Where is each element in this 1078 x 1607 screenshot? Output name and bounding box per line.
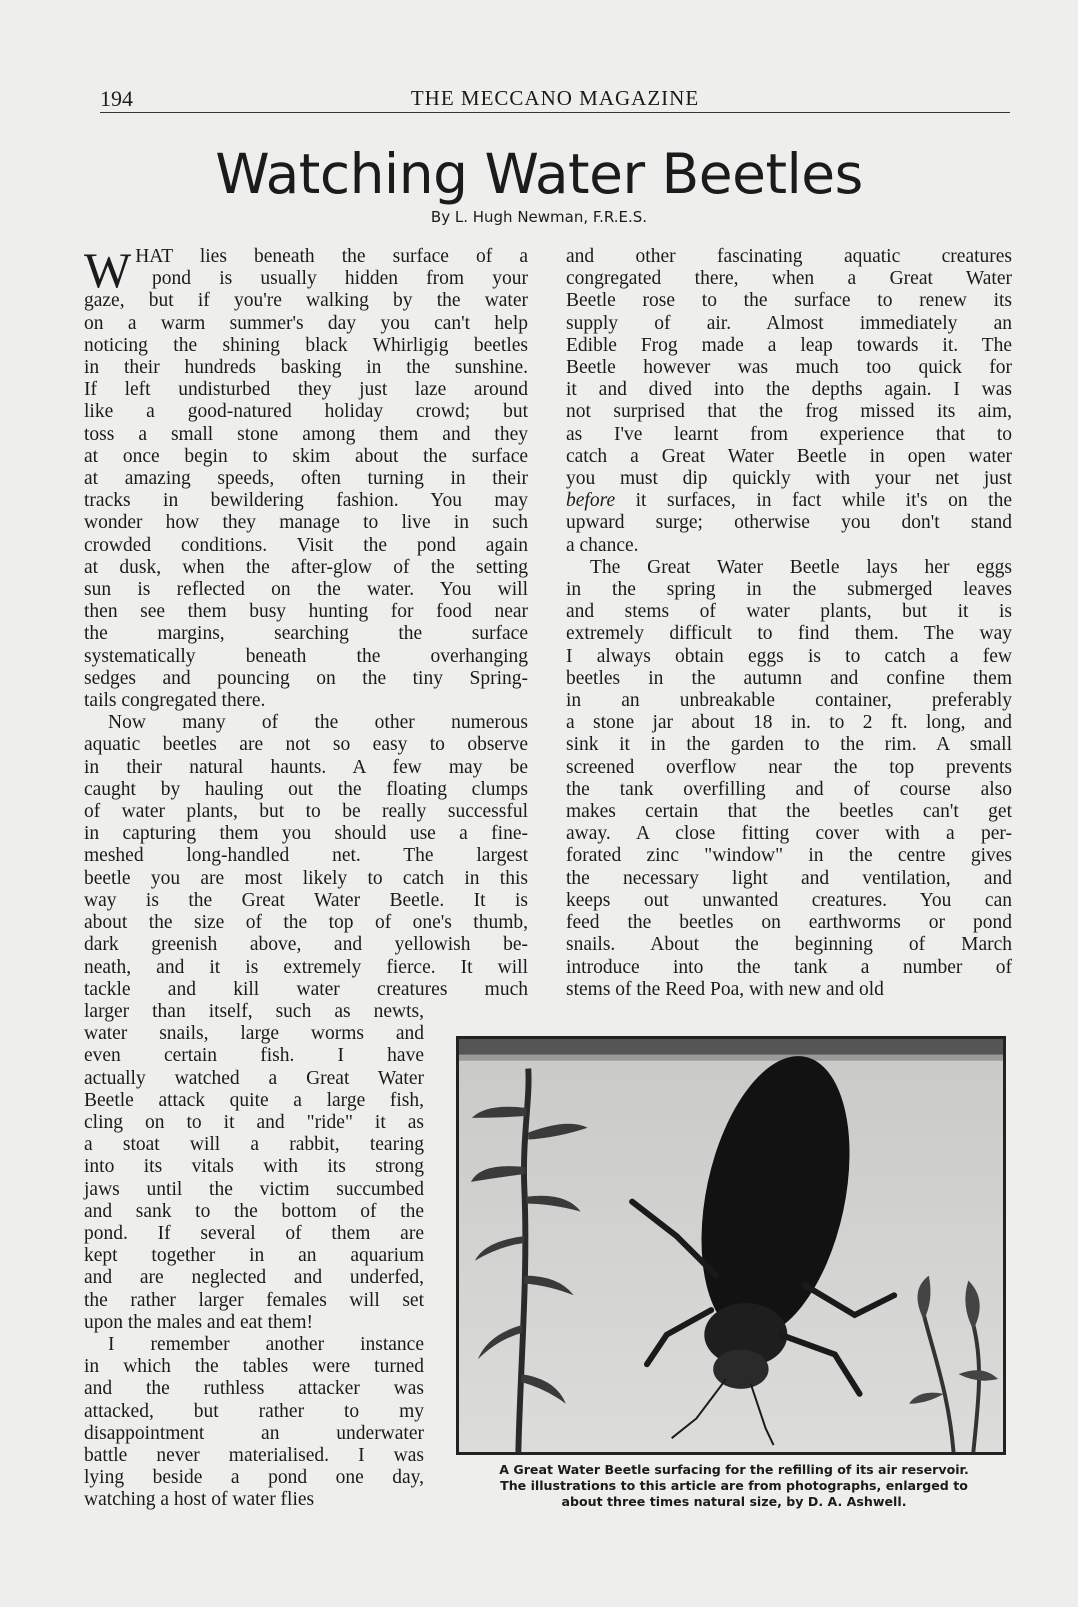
text-line: pond. If several of them are <box>84 1222 424 1244</box>
text-line: in which the tables were turned <box>84 1356 424 1378</box>
magazine-title: THE MECCANO MAGAZINE <box>410 86 700 110</box>
text-line: introduce into the tank a number of <box>566 956 1012 978</box>
text-line: then see them busy hunting for food near <box>84 601 528 623</box>
text-line: tackle and kill water creatures much <box>84 978 528 1000</box>
text-line: a chance. <box>566 534 639 556</box>
text-line: about the size of the top of one's thumb, <box>84 912 528 934</box>
text-line: and are neglected and underfed, <box>84 1267 424 1289</box>
right-column-text <box>566 246 1012 1001</box>
text-line: it and dived into the depths again. I was <box>566 379 1012 401</box>
text-line: snails. About the beginning of March <box>566 934 1012 956</box>
page-number: 194 <box>100 86 133 111</box>
text-line: toss a small stone among them and they <box>84 423 528 445</box>
text-line: pond is usually hidden from your <box>152 268 528 290</box>
right-column <box>566 246 1012 1001</box>
text-line: a stoat will a rabbit, tearing <box>84 1134 424 1156</box>
text-line: larger than itself, such as newts, <box>84 1000 424 1022</box>
text-line: the margins, searching the surface <box>84 623 528 645</box>
text-line: even certain fish. I have <box>84 1045 424 1067</box>
text-line: as I've learnt from experience that to <box>566 423 1012 445</box>
text-line: into its vitals with its strong <box>84 1156 424 1178</box>
text-line: congregated there, when a Great Water <box>566 268 1012 290</box>
text-line: stems of the Reed Poa, with new and old <box>566 978 884 1000</box>
text-line: crowded conditions. Visit the pond again <box>84 534 528 556</box>
text-line: I remember another instance <box>108 1333 424 1355</box>
text-line: in an unbreakable container, preferably <box>566 690 1012 712</box>
text-line: watching a host of water flies <box>84 1489 315 1511</box>
text-line: on a warm summer's day you can't help <box>84 312 528 334</box>
text-line: lying beside a pond one day, <box>84 1467 424 1489</box>
left-column-narrow-text <box>84 1001 424 1512</box>
text-line: a stone jar about 18 in. to 2 ft. long, and <box>566 712 1012 734</box>
text-line: keeps out unwanted creatures. You can <box>566 889 1012 911</box>
text-line: Now many of the other numerous <box>108 712 528 734</box>
beetle-illustration <box>459 1039 1003 1452</box>
text-line: systematically beneath the overhanging <box>84 645 528 667</box>
text-line: catch a Great Water Beetle in open water <box>566 445 1012 467</box>
text-line: aquatic beetles are not so easy to observe <box>84 734 528 756</box>
text-line: noticing the shining black Whirligig beetles <box>84 334 528 356</box>
text-line: cling on to it and "ride" it as <box>84 1111 424 1133</box>
text-line: sun is reflected on the water. You will <box>84 579 528 601</box>
beetle-photo <box>456 1036 1006 1455</box>
text-line: neath, and it is extremely fierce. It will <box>84 956 528 978</box>
text-line: upon the males and eat them! <box>84 1311 314 1333</box>
caption-line: about three times natural size, by D. A. Ashwell. <box>561 1494 907 1509</box>
text-line: water snails, large worms and <box>84 1023 424 1045</box>
text-line: way is the Great Water Beetle. It is <box>84 889 528 911</box>
text-line: supply of air. Almost immediately an <box>566 312 1012 334</box>
text-line: Beetle rose to the surface to renew its <box>566 290 1012 312</box>
text-line: feed the beetles on earthworms or pond <box>566 912 1012 934</box>
text-line: like a good-natured holiday crowd; but <box>84 401 528 423</box>
text-line: and sank to the bottom of the <box>84 1200 424 1222</box>
text-line: at amazing speeds, often turning in their <box>84 468 528 490</box>
text-line: caught by hauling out the floating clumps <box>84 778 528 800</box>
text-line: not surprised that the frog missed its aim, <box>566 401 1012 423</box>
text-line: and other fascinating aquatic creatures <box>566 246 1012 267</box>
text-line: HAT lies beneath the surface of a <box>135 246 528 267</box>
text-line: dark greenish above, and yellowish be- <box>84 934 528 956</box>
text-line: forated zinc "window" in the centre gives <box>566 845 1012 867</box>
text-line: away. A close fitting cover with a per- <box>566 823 1012 845</box>
text-line: the necessary light and ventilation, and <box>566 867 1012 889</box>
text-line: the rather larger females will set <box>84 1289 424 1311</box>
drop-cap: W <box>84 242 132 298</box>
text-line: in capturing them you should use a fine- <box>84 823 528 845</box>
text-line: If left undisturbed they just laze around <box>84 379 528 401</box>
text-line: extremely difficult to find them. The way <box>566 623 1012 645</box>
text-line: meshed long-handled net. The largest <box>84 845 528 867</box>
text-line: in their natural haunts. A few may be <box>84 756 528 778</box>
text-line: and stems of water plants, but it is <box>566 601 1012 623</box>
photo-caption <box>456 1462 1012 1510</box>
text-line: makes certain that the beetles can't get <box>566 801 1012 823</box>
page-header <box>100 82 1010 113</box>
text-line: wonder how they manage to live in such <box>84 512 528 534</box>
caption-line: A Great Water Beetle surfacing for the refilling of its air reservoir. <box>499 1462 969 1477</box>
text-line: Edible Frog made a leap towards it. The <box>566 334 1012 356</box>
text-line: Beetle however was much too quick for <box>566 357 1012 379</box>
text-line: at once begin to skim about the surface <box>84 445 528 467</box>
text-line: I always obtain eggs is to catch a few <box>566 645 1012 667</box>
text-line: disappointment an underwater <box>84 1422 424 1444</box>
text-line: you must dip quickly with your net just <box>566 468 1012 490</box>
text-line: battle never materialised. I was <box>84 1444 424 1466</box>
article-byline: By L. Hugh Newman, F.R.E.S. <box>430 208 648 226</box>
text-line: jaws until the victim succumbed <box>84 1178 424 1200</box>
text-line: the tank overfilling and of course also <box>566 778 1012 800</box>
text-line: beetle you are most likely to catch in this <box>84 867 528 889</box>
text-line: and the ruthless attacker was <box>84 1378 424 1400</box>
text-line: gaze, but if you're walking by the water <box>84 290 528 312</box>
text-line: attacked, but rather to my <box>84 1400 424 1422</box>
text-line: The Great Water Beetle lays her eggs <box>590 556 1012 578</box>
text-line: kept together in an aquarium <box>84 1245 424 1267</box>
text-line: in the spring in the submerged leaves <box>566 579 1012 601</box>
text-line: tails congregated there. <box>84 690 266 712</box>
text-line: screened overflow near the top prevents <box>566 756 1012 778</box>
caption-line: The illustrations to this article are from photographs, enlarged to <box>500 1478 968 1493</box>
text-line: of water plants, but to be really successful <box>84 801 528 823</box>
text-line: before it surfaces, in fact while it's on the <box>566 490 1012 512</box>
text-line: sedges and pouncing on the tiny Spring- <box>84 667 528 689</box>
text-line: in their hundreds basking in the sunshine. <box>84 357 528 379</box>
text-line: actually watched a Great Water <box>84 1067 424 1089</box>
text-line: Beetle attack quite a large fish, <box>84 1089 424 1111</box>
left-column-text <box>84 242 528 1001</box>
text-line: sink it in the garden to the rim. A small <box>566 734 1012 756</box>
text-line: beetles in the autumn and confine them <box>566 667 1012 689</box>
text-line: tracks in bewildering fashion. You may <box>84 490 528 512</box>
text-line: upward surge; otherwise you don't stand <box>566 512 1012 534</box>
text-line: at dusk, when the after-glow of the setting <box>84 556 528 578</box>
article-title: Watching Water Beetles <box>215 142 863 206</box>
